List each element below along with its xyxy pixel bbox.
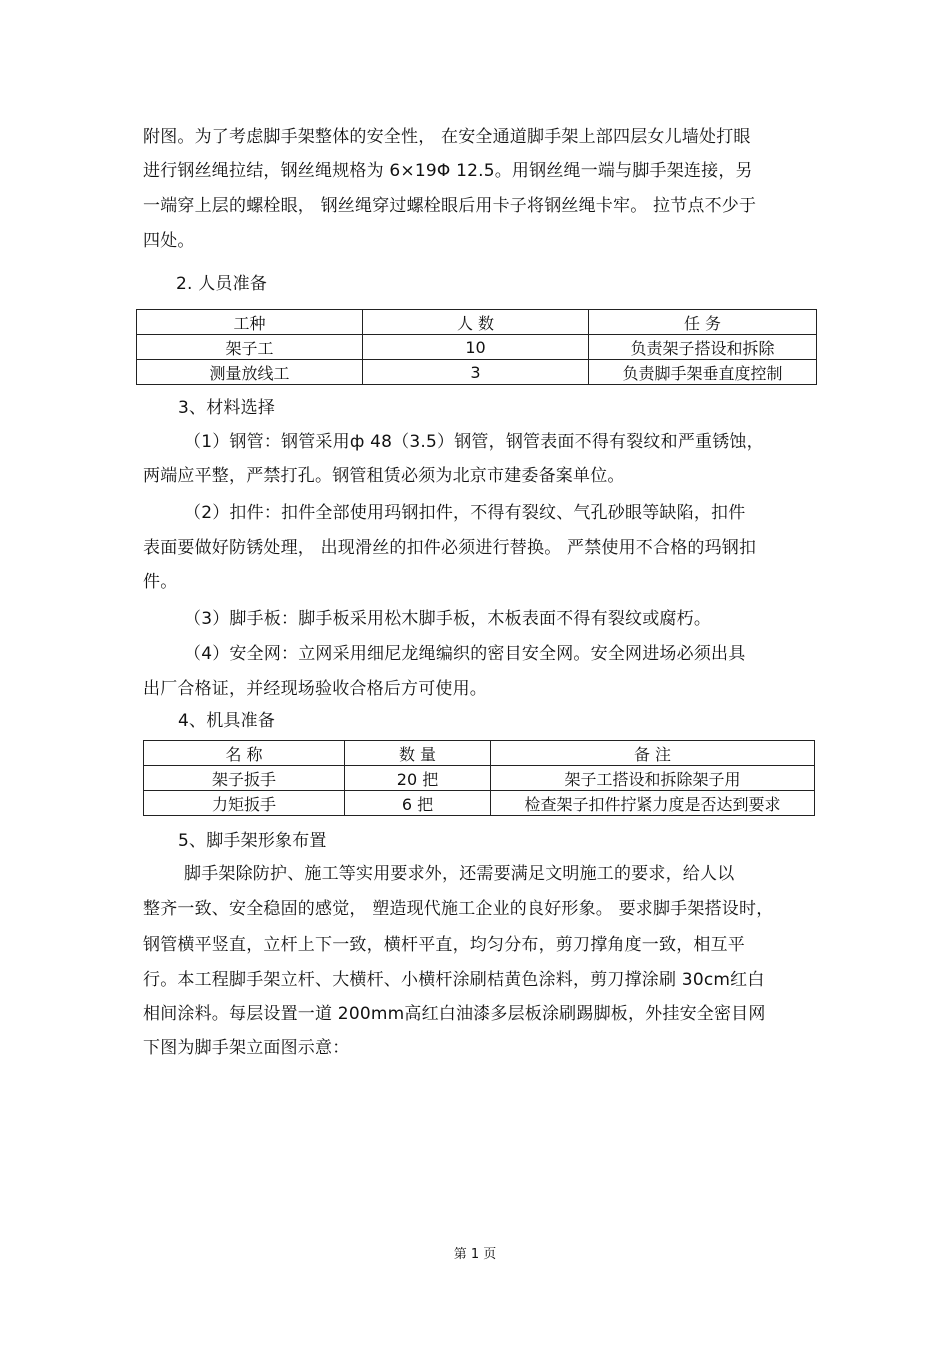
personnel-table	[136, 309, 817, 385]
section-heading: 3、材料选择	[178, 398, 276, 418]
table-cell: 20 把	[345, 766, 491, 791]
text-line: （4）安全网：立网采用细尼龙绳编织的密目安全网。安全网进场必须出具	[184, 644, 746, 664]
text-line: 整齐一致、安全稳固的感觉， 塑造现代施工企业的良好形象。 要求脚手架搭设时，	[143, 899, 774, 919]
text-line: 脚手架除防护、施工等实用要求外，还需要满足文明施工的要求，给人以	[184, 864, 735, 884]
table-header-cell: 任 务	[589, 310, 817, 335]
text-line: 附图。为了考虑脚手架整体的安全性， 在安全通道脚手架上部四层女儿墙处打眼	[143, 127, 751, 147]
text-line: 钢管横平竖直，立杆上下一致，横杆平直，均匀分布，剪刀撑角度一致，相互平	[143, 935, 745, 955]
text-line: 下图为脚手架立面图示意：	[143, 1038, 350, 1058]
table-cell: 检查架子扣件拧紧力度是否达到要求	[491, 791, 815, 816]
text-line: 进行钢丝绳拉结，钢丝绳规格为 6×19Φ 12.5。用钢丝绳一端与脚手架连接，另	[143, 161, 753, 181]
text-line: 行。本工程脚手架立杆、大横杆、小横杆涂刷桔黄色涂料，剪刀撑涂刷 30cm红白	[143, 970, 765, 990]
text-line: 相间涂料。每层设置一道 200mm高红白油漆多层板涂刷踢脚板，外挂安全密目网	[143, 1004, 766, 1024]
text-line: （3）脚手板：脚手板采用松木脚手板，木板表面不得有裂纹或腐朽。	[184, 609, 712, 629]
section-heading: 4、机具准备	[178, 711, 276, 731]
table-row	[144, 766, 815, 791]
page-number: 第 1 页	[453, 1247, 497, 1262]
table-cell: 3	[363, 360, 589, 385]
table-cell: 架子工搭设和拆除架子用	[491, 766, 815, 791]
section-heading: 5、脚手架形象布置	[178, 831, 327, 851]
table-cell: 6 把	[345, 791, 491, 816]
text-line: （2）扣件：扣件全部使用玛钢扣件，不得有裂纹、气孔砂眼等缺陷，扣件	[184, 503, 746, 523]
table-row	[144, 791, 815, 816]
table-header-cell: 人 数	[363, 310, 589, 335]
table-header-row	[137, 310, 817, 335]
table-cell: 架子扳手	[144, 766, 345, 791]
table-header-cell: 工种	[137, 310, 363, 335]
section-heading: 2. 人员准备	[176, 274, 268, 294]
table-header-cell: 名 称	[144, 741, 345, 766]
table-header-row	[144, 741, 815, 766]
text-line: 一端穿上层的螺栓眼， 钢丝绳穿过螺栓眼后用卡子将钢丝绳卡牢。 拉节点不少于	[143, 196, 757, 216]
table-row	[137, 360, 817, 385]
tools-table	[143, 740, 815, 816]
text-line: 四处。	[143, 231, 195, 251]
table-cell: 力矩扳手	[144, 791, 345, 816]
table-header-cell: 备 注	[491, 741, 815, 766]
text-line: 表面要做好防锈处理， 出现滑丝的扣件必须进行替换。 严禁使用不合格的玛钢扣	[143, 538, 757, 558]
table-cell: 负责脚手架垂直度控制	[589, 360, 817, 385]
table-row	[137, 335, 817, 360]
table-header-cell: 数 量	[345, 741, 491, 766]
text-line: 件。	[143, 572, 178, 592]
table-cell: 架子工	[137, 335, 363, 360]
table-cell: 测量放线工	[137, 360, 363, 385]
text-line: 出厂合格证，并经现场验收合格后方可使用。	[143, 679, 487, 699]
text-line: 两端应平整，严禁打孔。钢管租赁必须为北京市建委备案单位。	[143, 466, 625, 486]
text-line: （1）钢管：钢管采用ф 48（3.5）钢管，钢管表面不得有裂纹和严重锈蚀，	[184, 432, 764, 452]
table-cell: 10	[363, 335, 589, 360]
table-cell: 负责架子搭设和拆除	[589, 335, 817, 360]
